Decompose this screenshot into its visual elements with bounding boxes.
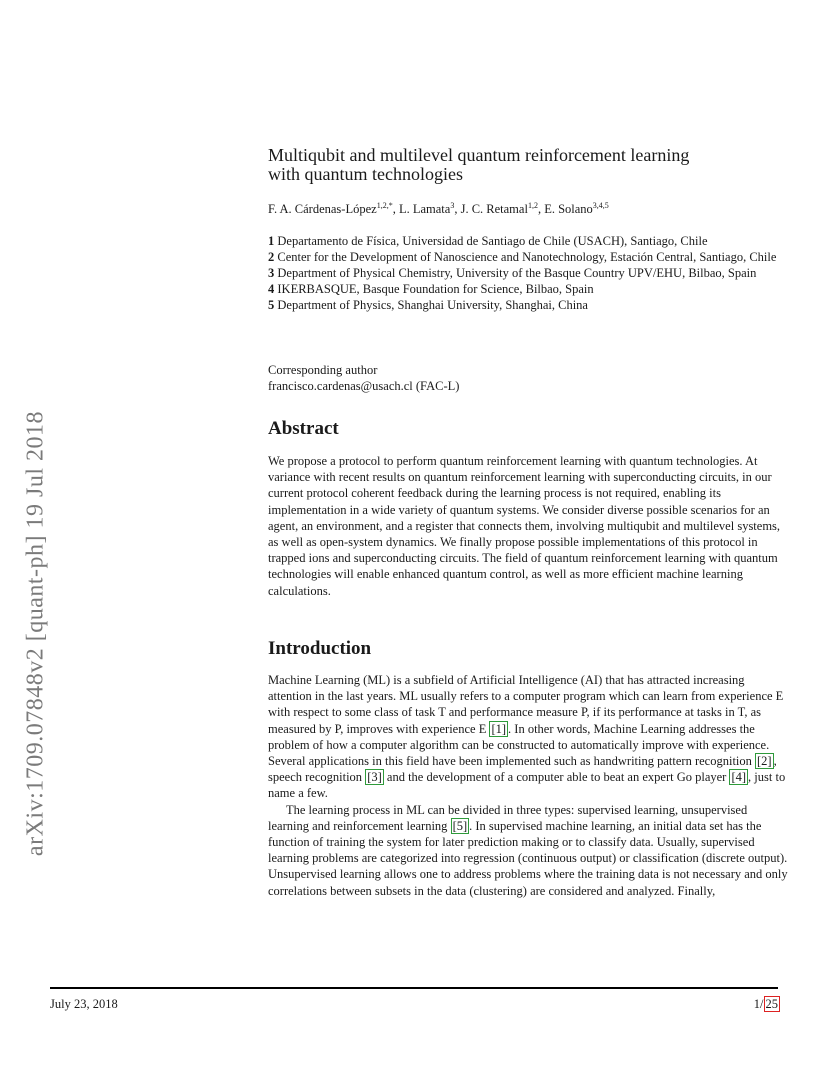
- affiliation: 1 Departamento de Física, Universidad de Santiago de Chile (USACH), Santiago, Chile: [268, 234, 708, 248]
- citation-link[interactable]: [3]: [367, 770, 382, 785]
- affiliation: 3 Department of Physical Chemistry, University of the Basque Country UPV/EHU, Bilbao, Spain: [268, 266, 757, 280]
- footer-date: July 23, 2018: [50, 997, 118, 1011]
- footer-rule: [50, 987, 778, 989]
- citation-link[interactable]: [2]: [757, 754, 772, 769]
- intro-paragraph-1: Machine Learning (ML) is a subfield of Artificial Intelligence (AI) that has attracted increasing attention in the last years. ML usually refers to a computer program which can learn from experience E with respect to some class of task T and performance measure P, if its performance at tasks in T, as measured by P, improves with experience E [1] . In other words, Machine Learning addresses the problem of how a computer algorithm can be constructed to automatically improve with experience. Several applications in this field have been implemented such as handwriting pattern recognition [2] , speech recognition [3] and the development of a computer able to beat an expert Go player [4] , just to name a few.: [268, 673, 786, 801]
- author-list: F. A. Cárdenas-López$^{1,2,*}$, L. Lamata$^3$, J. C. Retamal$^{1,2}$, E. Solano$^{3,4,5}$: [268, 201, 609, 217]
- affiliation: 5 Department of Physics, Shanghai University, Shanghai, China: [268, 298, 588, 312]
- citation-link[interactable]: [1]: [491, 721, 507, 736]
- introduction-body: [268, 672, 788, 899]
- affiliation: 4 IKERBASQUE, Basque Foundation for Science, Bilbao, Spain: [268, 282, 594, 296]
- citation-link[interactable]: [4]: [731, 770, 747, 785]
- affiliations: [268, 233, 788, 313]
- total-pages-link[interactable]: 25: [765, 997, 778, 1011]
- author: F. A. Cárdenas-López: [268, 202, 377, 217]
- corresponding-author: Corresponding author francisco.cardenas@usach.cl (FAC-L): [268, 362, 788, 394]
- affiliation: 2 Center for the Development of Nanoscience and Nanotechnology, Estación Central, Santiago, Chile: [268, 250, 777, 264]
- author: J. C. Retamal: [460, 202, 528, 217]
- citation-link[interactable]: [5]: [452, 818, 468, 833]
- abstract-text: We propose a protocol to perform quantum reinforcement learning with quantum technologies. At variance with recent results on quantum reinforcement learning with superconducting circuits, in our current protocol coherent feedback during the learning process is not required, enabling its implementation in a wide variety of quantum systems. We consider diverse possible scenarios for an agent, an environment, and a register that connects them, involving multiqubit and multilevel systems, as well as open-system dynamics. We finally propose possible implementations of this protocol in trapped ions and superconducting circuits. The field of quantum reinforcement learning with quantum technologies will enable enhanced quantum control, as well as more efficient machine learning calculations.: [268, 454, 781, 598]
- page-number: 1/ 25: [753, 997, 778, 1011]
- corresponding-email: francisco.cardenas@usach.cl (FAC-L): [268, 379, 460, 393]
- author: L. Lamata: [398, 202, 451, 217]
- introduction-heading: Introduction: [268, 638, 372, 659]
- paper-title: Multiqubit and multilevel quantum reinforcement learning with quantum technologies: [268, 145, 690, 184]
- author: E. Solano: [544, 202, 593, 217]
- abstract-heading: Abstract: [268, 418, 339, 439]
- intro-paragraph-2: The learning process in ML can be divided in three types: supervised learning, unsupervised learning and reinforcement learning [5] . In supervised machine learning, an initial data set has the function of training the system for later prediction making or to classify data. Usually, supervised learning problems are categorized into regression (continuous output) or classification (discrete output). Unsupervised learning allows one to address problems where the training data is not necessary and only correlations between subsets in the data (clustering) are considered and analyzed. Finally,: [268, 802, 788, 898]
- arxiv-identifier: arXiv:1709.07848v2 [quant-ph] 19 Jul 2018: [22, 410, 49, 857]
